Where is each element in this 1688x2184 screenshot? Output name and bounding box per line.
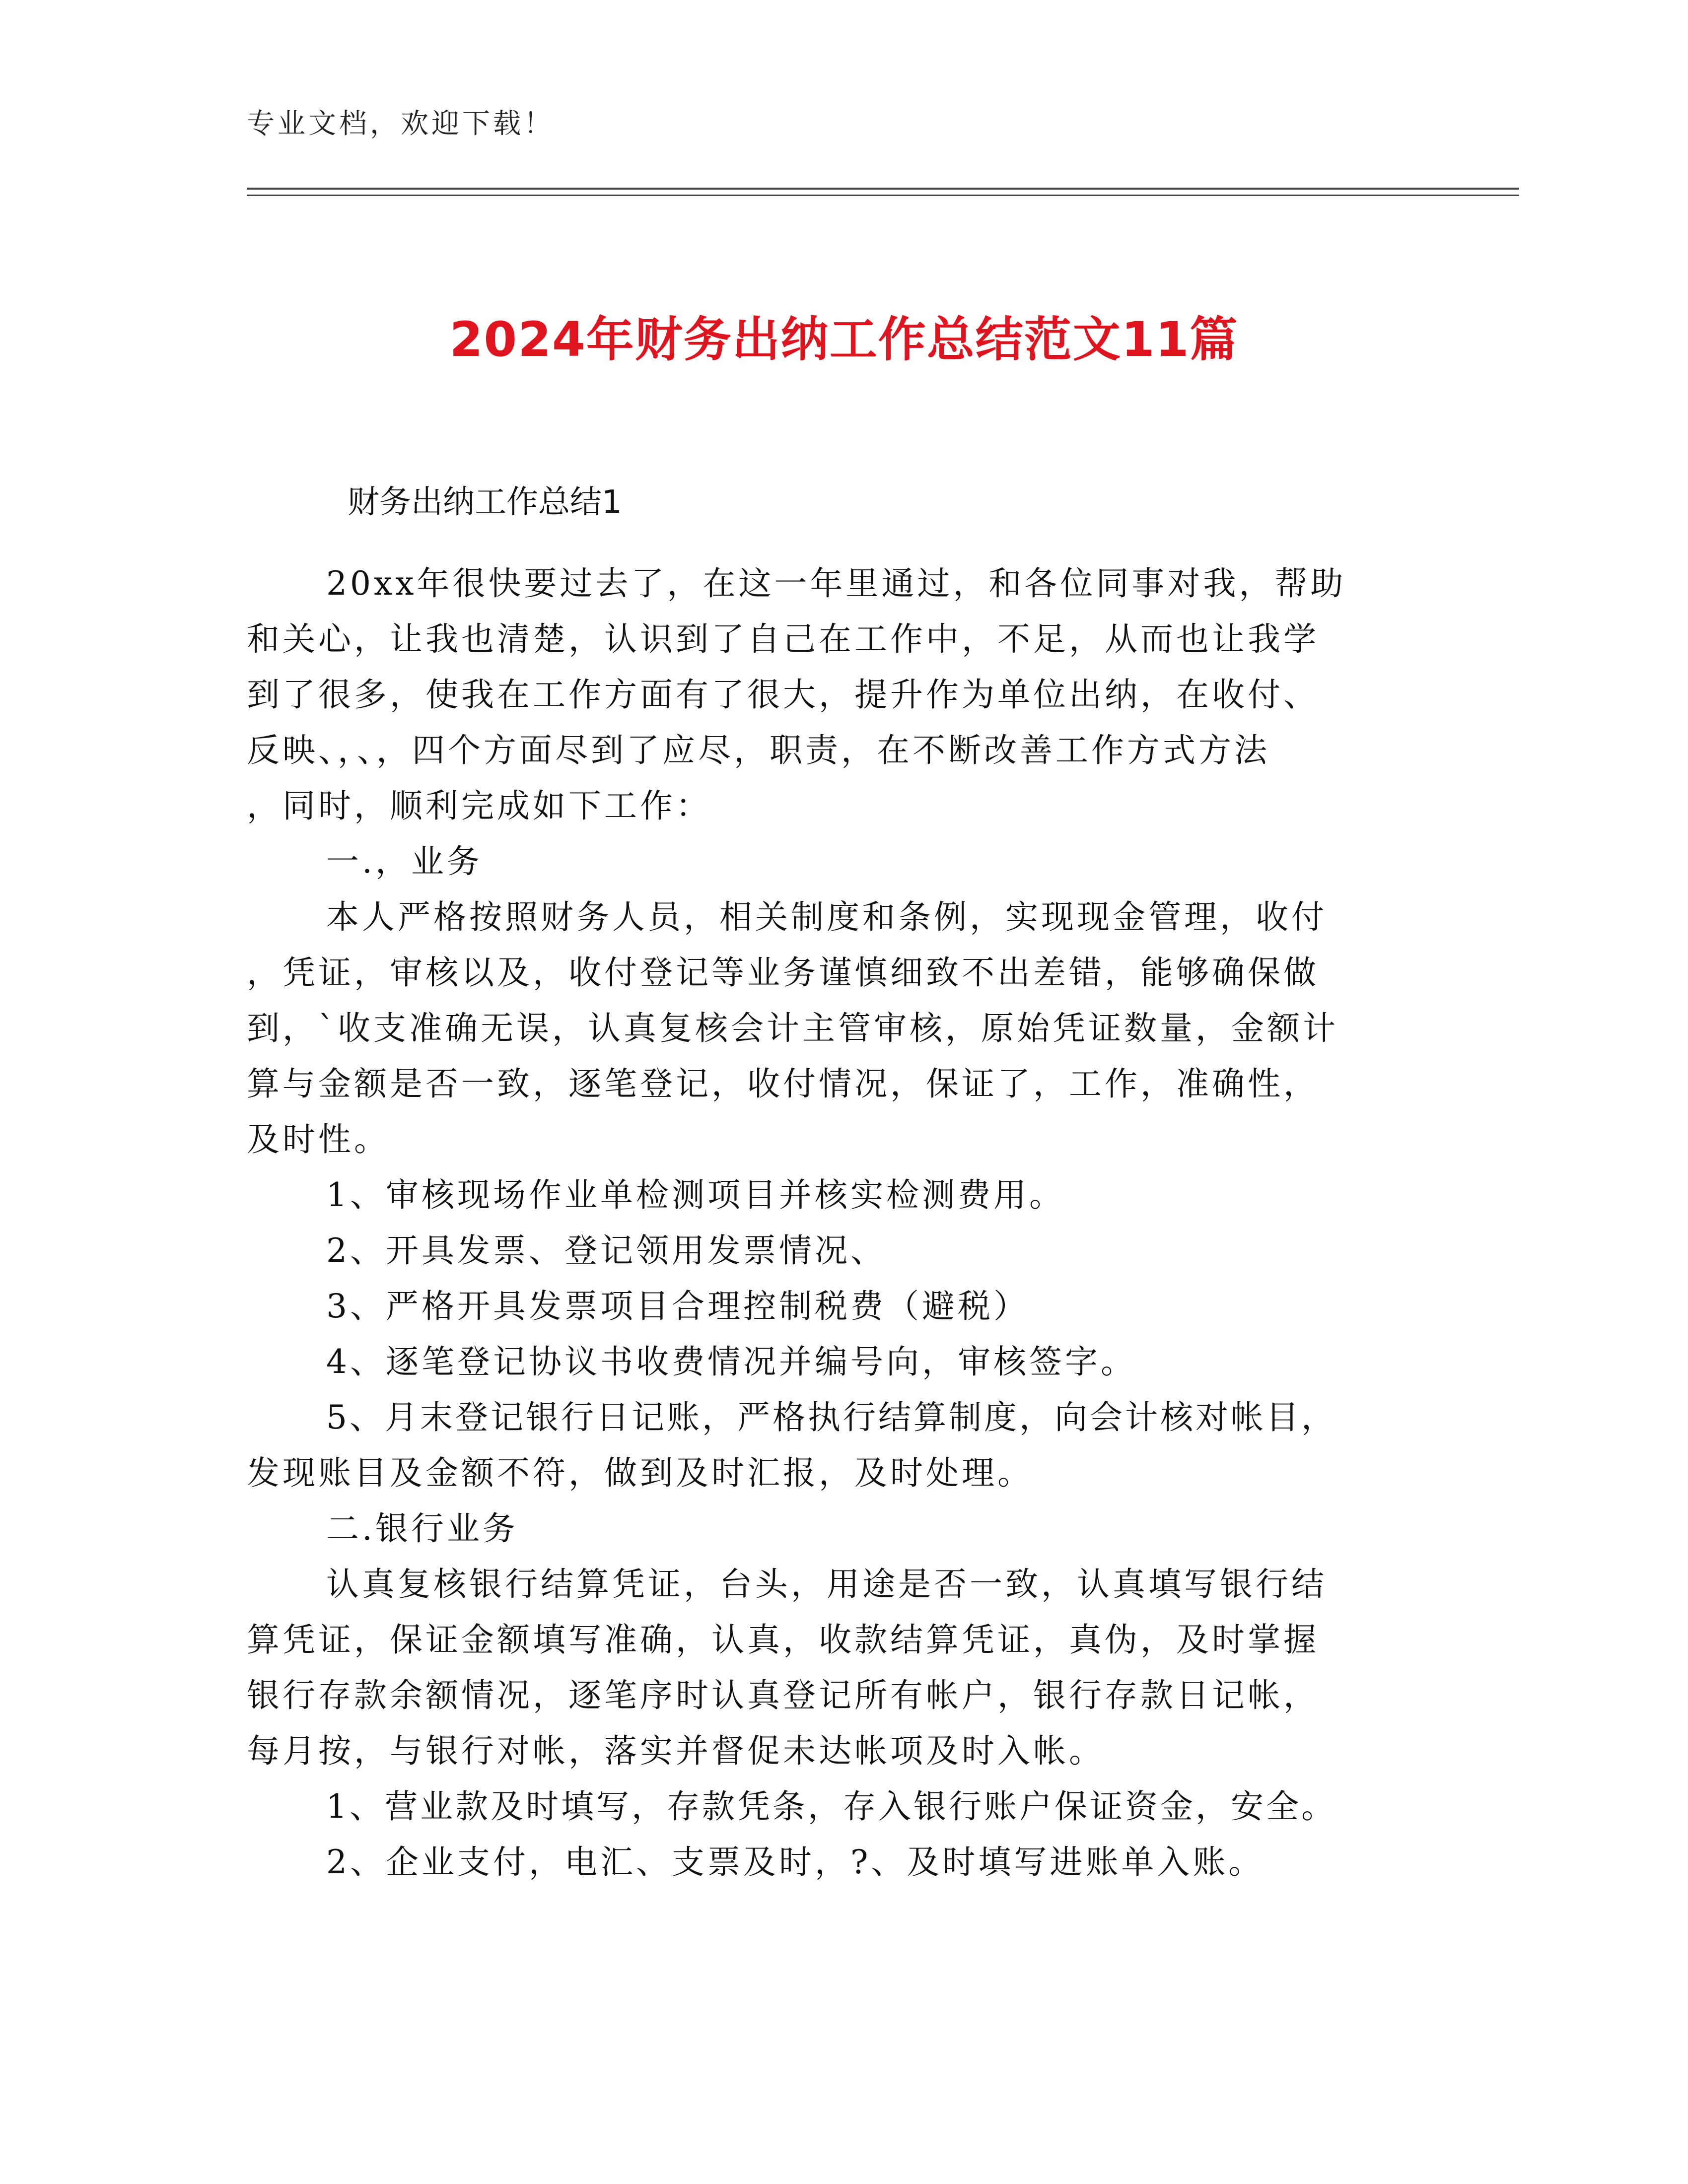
paragraph-line: 到，`收支准确无误，认真复核会计主管审核，原始凭证数量，金额计 xyxy=(247,1009,1338,1047)
page-header-text: 专业文档，欢迎下载！ xyxy=(247,108,555,140)
document-title: 2024年财务出纳工作总结范文11篇 xyxy=(449,312,1239,367)
paragraph-line: 反映、，、，四个方面尽到了应尽，职责，在不断改善工作方式方法 xyxy=(247,731,1270,769)
paragraph-line: 本人严格按照财务人员，相关制度和条例，实现现金管理，收付 xyxy=(326,898,1327,936)
subsection-heading: 二.银行业务 xyxy=(326,1509,518,1548)
list-item: 3、严格开具发票项目合理控制税费（避税） xyxy=(326,1287,1029,1325)
paragraph-line: 银行存款余额情况，逐笔序时认真登记所有帐户，银行存款日记帐， xyxy=(247,1676,1319,1714)
paragraph-line: 到了很多，使我在工作方面有了很大，提升作为单位出纳，在收付、 xyxy=(247,676,1319,714)
list-item: 2、企业支付，电汇、支票及时，?、及时填写进账单入账。 xyxy=(326,1843,1265,1881)
paragraph-line: 20xx年很快要过去了，在这一年里通过，和各位同事对我，帮助 xyxy=(326,564,1346,603)
document-body xyxy=(247,556,1438,1890)
subsection-heading: 一.，业务 xyxy=(326,842,483,881)
list-item: 4、逐笔登记协议书收费情况并编号向，审核签字。 xyxy=(326,1343,1136,1381)
paragraph-line: 和关心，让我也清楚，认识到了自己在工作中，不足，从而也让我学 xyxy=(247,620,1319,658)
paragraph-line: ，凭证，审核以及，收付登记等业务谨慎细致不出差错，能够确保做 xyxy=(247,954,1319,992)
section-heading: 财务出纳工作总结1 xyxy=(348,484,622,521)
header-divider-bottom xyxy=(247,195,1519,196)
paragraph-line: 认真复核银行结算凭证，台头，用途是否一致，认真填写银行结 xyxy=(326,1565,1327,1603)
paragraph-line: 算凭证，保证金额填写准确，认真，收款结算凭证，真伪，及时掌握 xyxy=(247,1621,1319,1659)
paragraph-line: 每月按，与银行对帐，落实并督促未达帐项及时入帐。 xyxy=(247,1732,1105,1770)
paragraph-line: 发现账目及金额不符，做到及时汇报，及时处理。 xyxy=(247,1454,1033,1492)
paragraph-line: 及时性。 xyxy=(247,1120,390,1159)
list-item: 1、营业款及时填写，存款凭条，存入银行账户保证资金，安全。 xyxy=(326,1787,1336,1826)
paragraph-line: 算与金额是否一致，逐笔登记，收付情况，保证了，工作，准确性， xyxy=(247,1065,1319,1103)
paragraph-line: ，同时，顺利完成如下工作： xyxy=(247,787,711,825)
list-item: 2、开具发票、登记领用发票情况、 xyxy=(326,1231,886,1270)
header-divider-top xyxy=(247,188,1519,190)
list-item: 5、月末登记银行日记账，严格执行结算制度，向会计核对帐目， xyxy=(326,1398,1336,1436)
list-item: 1、审核现场作业单检测项目并核实检测费用。 xyxy=(326,1176,1065,1214)
